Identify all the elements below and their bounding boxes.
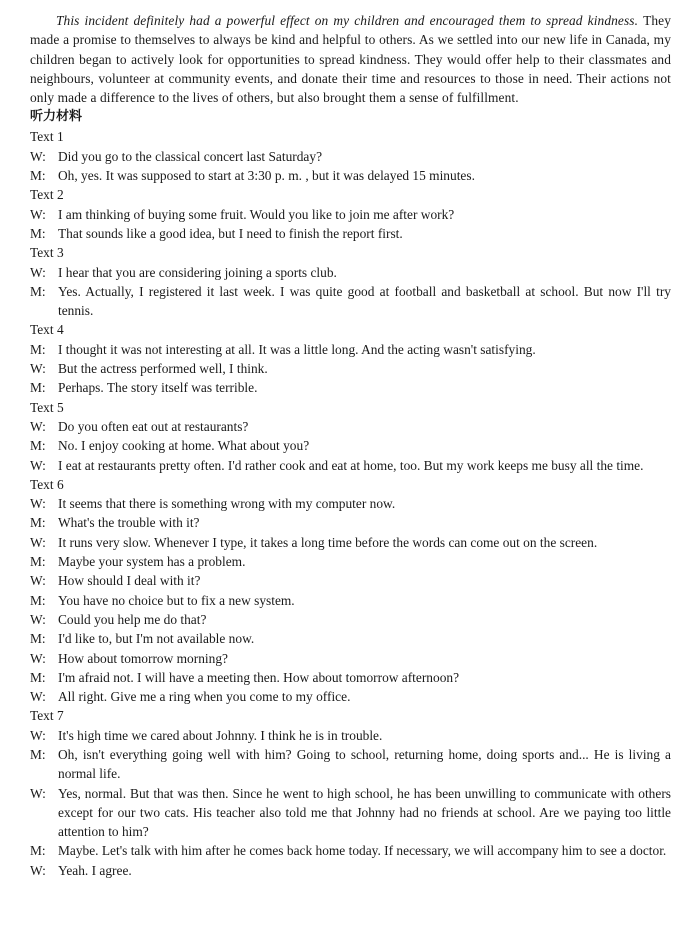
speaker-label: W: — [30, 496, 46, 512]
dialog-line — [30, 513, 671, 532]
dialog-text: No. I enjoy cooking at home. What about you? — [58, 438, 310, 454]
dialog-text: How about tomorrow morning? — [58, 650, 228, 666]
dialog-line — [30, 340, 671, 359]
speaker-label: W: — [30, 785, 46, 801]
dialog-line — [30, 378, 671, 397]
speaker-label: W: — [30, 611, 46, 627]
dialog-line — [30, 629, 671, 648]
dialog-text: All right. Give me a ring when you come to my office. — [58, 689, 351, 705]
speaker-label: W: — [30, 862, 46, 878]
dialog-text: I'd like to, but I'm not available now. — [58, 631, 255, 647]
dialog-text: Yes. Actually, I registered it last week. I was quite good at football and basketball at school. But now I'll try tennis. — [58, 283, 671, 319]
dialog-text: Maybe. Let's talk with him after he comes back home today. If necessary, we will accompany him to see a doctor. — [58, 843, 667, 859]
text-block — [30, 320, 671, 397]
dialog-text: Maybe your system has a problem. — [58, 554, 246, 570]
speaker-label: M: — [30, 380, 46, 396]
listening-transcript — [30, 127, 671, 880]
speaker-label: W: — [30, 418, 46, 434]
dialog-line — [30, 224, 671, 243]
speaker-label: W: — [30, 148, 46, 164]
speaker-label: W: — [30, 206, 46, 222]
text-heading: Text 6 — [30, 476, 64, 492]
dialog-text: It runs very slow. Whenever I type, it takes a long time before the words can come out on the screen. — [58, 534, 598, 550]
intro-body-text: They made a promise to themselves to always be kind and helpful to others. As we settled into our new life in Canada, my children began to actively look for opportunities to spread kindness. They would offer help to their classmates and neighbours, volunteer at community events, and donate their time and resources to those in need. Their actions not only made a difference to the lives of others, but also brought them a sense of fulfillment. — [30, 13, 672, 106]
dialog-text: How should I deal with it? — [58, 573, 201, 589]
dialog-line — [30, 745, 671, 784]
dialog-line — [30, 417, 671, 436]
dialog-line — [30, 571, 671, 590]
dialog-line — [30, 649, 671, 668]
dialog-line — [30, 166, 671, 185]
dialog-line — [30, 263, 671, 282]
dialog-line — [30, 436, 671, 455]
dialog-line — [30, 784, 671, 842]
dialog-text: Do you often eat out at restaurants? — [58, 418, 249, 434]
text-block — [30, 475, 671, 707]
speaker-label: W: — [30, 650, 46, 666]
dialog-line — [30, 726, 671, 745]
dialog-text: It's high time we cared about Johnny. I think he is in trouble. — [58, 727, 383, 743]
text-heading: Text 7 — [30, 708, 64, 724]
dialog-text: Perhaps. The story itself was terrible. — [58, 380, 258, 396]
speaker-label: M: — [30, 554, 46, 570]
text-block — [30, 185, 671, 243]
dialog-line — [30, 359, 671, 378]
dialog-line — [30, 861, 671, 880]
section-title: 听力材料 — [30, 109, 83, 125]
text-heading: Text 2 — [30, 187, 64, 203]
dialog-text: You have no choice but to fix a new system. — [58, 592, 295, 608]
dialog-line — [30, 494, 671, 513]
speaker-label: W: — [30, 727, 46, 743]
dialog-text: It seems that there is something wrong with my computer now. — [58, 496, 396, 512]
intro-paragraph — [30, 11, 671, 107]
speaker-label: W: — [30, 457, 46, 473]
speaker-label: W: — [30, 534, 46, 550]
dialog-text: I am thinking of buying some fruit. Would you like to join me after work? — [58, 206, 455, 222]
text-heading: Text 5 — [30, 399, 64, 415]
speaker-label: M: — [30, 515, 46, 531]
speaker-label: M: — [30, 746, 46, 762]
text-heading: Text 1 — [30, 129, 64, 145]
dialog-text: Yes, normal. But that was then. Since he went to high school, he has been unwilling to communicate with others except for our two cats. His teacher also told me that Johnny had no friends at school. Are we paying too little attention to him? — [58, 785, 671, 840]
dialog-text: Could you help me do that? — [58, 611, 207, 627]
dialog-line — [30, 147, 671, 166]
dialog-text: I hear that you are considering joining a sports club. — [58, 264, 337, 280]
dialog-text: I thought it was not interesting at all. It was a little long. And the acting wasn't satisfying. — [58, 341, 536, 357]
speaker-label: M: — [30, 283, 46, 299]
dialog-text: But the actress performed well, I think. — [58, 361, 268, 377]
dialog-line — [30, 552, 671, 571]
speaker-label: M: — [30, 592, 46, 608]
text-block — [30, 243, 671, 320]
dialog-text: Oh, isn't everything going well with him? Going to school, returning home, doing sports and... He is living a normal life. — [58, 746, 671, 782]
dialog-line — [30, 841, 671, 860]
speaker-label: M: — [30, 669, 46, 685]
speaker-label: M: — [30, 843, 46, 859]
speaker-label: M: — [30, 168, 46, 184]
dialog-line — [30, 205, 671, 224]
dialog-text: Oh, yes. It was supposed to start at 3:30 p. m. , but it was delayed 15 minutes. — [58, 168, 475, 184]
dialog-text: That sounds like a good idea, but I need to finish the report first. — [58, 225, 403, 241]
dialog-line — [30, 456, 671, 475]
speaker-label: M: — [30, 341, 46, 357]
dialog-text: Yeah. I agree. — [58, 862, 132, 878]
speaker-label: M: — [30, 438, 46, 454]
text-block — [30, 127, 671, 185]
text-heading: Text 4 — [30, 322, 64, 338]
dialog-line — [30, 610, 671, 629]
speaker-label: W: — [30, 689, 46, 705]
dialog-text: What's the trouble with it? — [58, 515, 200, 531]
dialog-text: I'm afraid not. I will have a meeting then. How about tomorrow afternoon? — [58, 669, 460, 685]
dialog-text: I eat at restaurants pretty often. I'd rather cook and eat at home, too. But my work keeps me busy all the time. — [58, 457, 644, 473]
speaker-label: W: — [30, 264, 46, 280]
dialog-text: Did you go to the classical concert last Saturday? — [58, 148, 323, 164]
text-block — [30, 398, 671, 475]
intro-italic-sentence: This incident definitely had a powerful effect on my children and encouraged them to spread kindness. — [56, 13, 639, 28]
dialog-line — [30, 687, 671, 706]
text-heading: Text 3 — [30, 245, 64, 261]
dialog-line — [30, 282, 671, 321]
speaker-label: W: — [30, 361, 46, 377]
speaker-label: M: — [30, 631, 46, 647]
text-block — [30, 706, 671, 880]
dialog-line — [30, 668, 671, 687]
speaker-label: W: — [30, 573, 46, 589]
dialog-line — [30, 533, 671, 552]
speaker-label: M: — [30, 225, 46, 241]
dialog-line — [30, 591, 671, 610]
